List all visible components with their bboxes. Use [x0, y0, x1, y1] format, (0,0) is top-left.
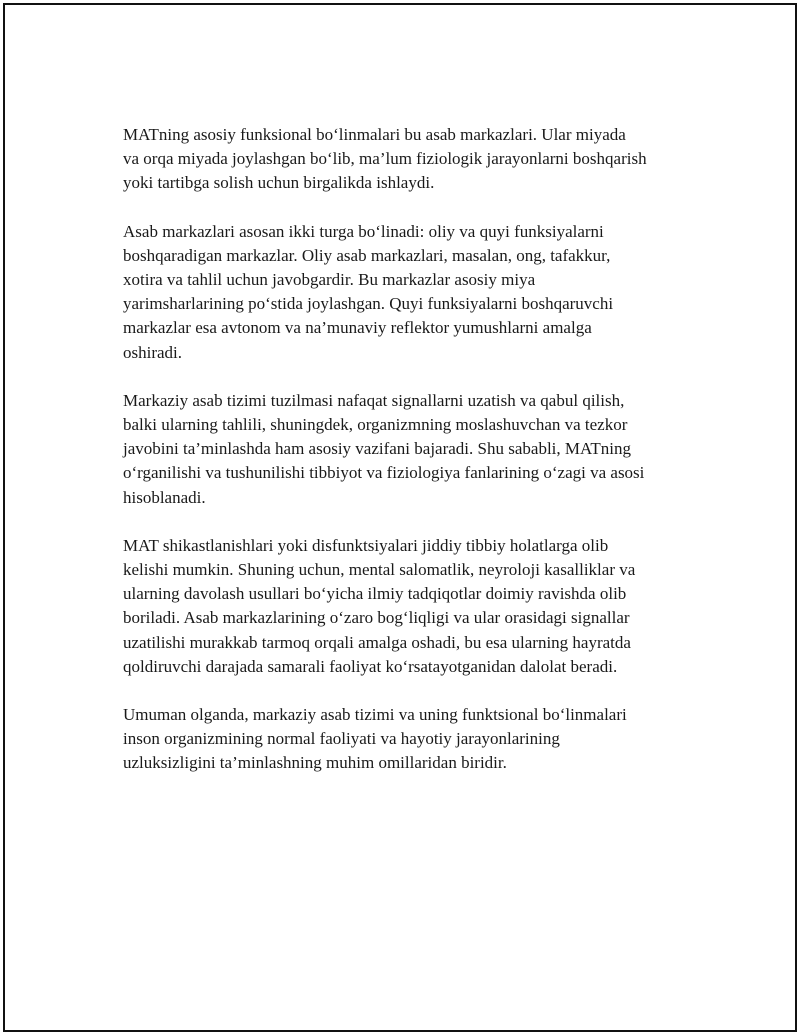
- paragraph-2: Asab markazlari asosan ikki turga bo‘linadi: oliy va quyi funksiyalarni boshqaradigan markazlar. Oliy asab markazlari, masalan, ong, tafakkur, xotira va tahlil uchun javobgardir. Bu markazlar asosiy miya yarimsharlarining po‘stida joylashgan. Quyi funksiyalarni boshqaruvchi markazlar esa avtonom va na’munaviy reflektor yumushlarni amalga oshiradi.: [123, 221, 614, 362]
- paragraph-1: MATning asosiy funksional bo‘linmalari bu asab markazlari. Ular miyada va orqa miyada joylashgan bo‘lib, ma’lum fiziologik jarayonlarni boshqarish yoki tartibga solish uchun birgalikda ishlaydi.: [123, 125, 647, 193]
- document-body: [123, 123, 693, 800]
- page-frame: [3, 3, 797, 1032]
- paragraph-3: Markaziy asab tizimi tuzilmasi nafaqat signallarni uzatish va qabul qilish, balki ularning tahlili, shuningdek, organizmning moslashuvchan va tezkor javobini ta’minlashda ham asosiy vazifani bajaradi. Shu sababli, MATning o‘rganilishi va tushunilishi tibbiyot va fiziologiya fanlarining o‘zagi va asosi hisoblanadi.: [123, 390, 645, 507]
- paragraph-5: Umuman olganda, markaziy asab tizimi va uning funktsional bo‘linmalari inson organizmining normal faoliyati va hayotiy jarayonlarining uzluksizligini ta’minlashning muhim omillaridan biridir.: [123, 705, 627, 773]
- paragraph-4: MAT shikastlanishlari yoki disfunktsiyalari jiddiy tibbiy holatlarga olib kelishi mumkin. Shuning uchun, mental salomatlik, neyroloji kasalliklar va ularning davolash usullari bo‘yicha ilmiy tadqiqotlar doimiy ravishda olib boriladi. Asab markazlarining o‘zaro bog‘liqligi va ular orasidagi signallar uzatilishi murakkab tarmoq orqali amalga oshadi, bu esa ularning hayratda qoldiruvchi darajada samarali faoliyat ko‘rsatayotganidan dalolat beradi.: [123, 535, 636, 676]
